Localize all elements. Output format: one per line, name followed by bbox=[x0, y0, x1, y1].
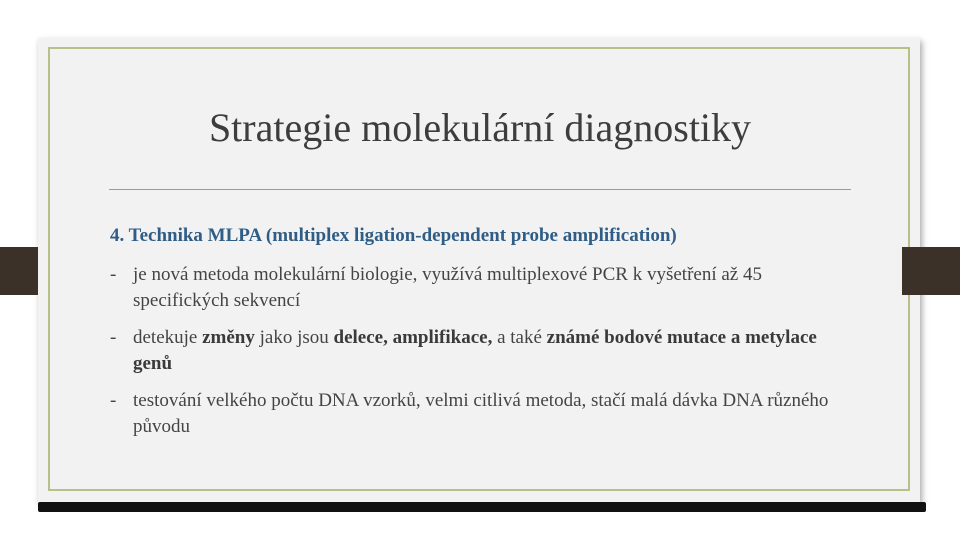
left-decorative-tab bbox=[0, 247, 38, 295]
title-divider bbox=[109, 189, 851, 190]
bullet-item bbox=[110, 262, 850, 314]
bullet-dash: - bbox=[110, 327, 117, 348]
bullet-list bbox=[110, 262, 850, 451]
bullet-text: jako jsou bbox=[254, 327, 334, 348]
bottom-shadow-bar bbox=[38, 502, 926, 512]
slide-title: Strategie molekulární diagnostiky bbox=[208, 105, 752, 150]
bullet-text: je nová metoda molekulární biologie, využívá multiplexové PCR k vyšetření až 45 specifických sekvencí bbox=[133, 264, 762, 311]
bullet-emphasis: změny bbox=[202, 327, 255, 348]
bullet-dash: - bbox=[110, 390, 117, 411]
right-decorative-tab bbox=[902, 247, 960, 295]
bullet-dash: - bbox=[110, 264, 117, 285]
bullet-text: testování velkého počtu DNA vzorků, velmi citlivá metoda, stačí malá dávka DNA různého původu bbox=[133, 390, 829, 437]
bullet-item bbox=[110, 388, 850, 440]
bullet-text: detekuje bbox=[133, 327, 203, 348]
section-heading: 4. Technika MLPA (multiplex ligation-dependent probe amplification) bbox=[110, 225, 677, 246]
bullet-text: a také bbox=[492, 327, 547, 348]
bullet-emphasis: známé bodové mutace a metylace genů bbox=[133, 327, 817, 374]
bullet-emphasis: delece, amplifikace, bbox=[333, 327, 493, 348]
bullet-item bbox=[110, 325, 850, 377]
